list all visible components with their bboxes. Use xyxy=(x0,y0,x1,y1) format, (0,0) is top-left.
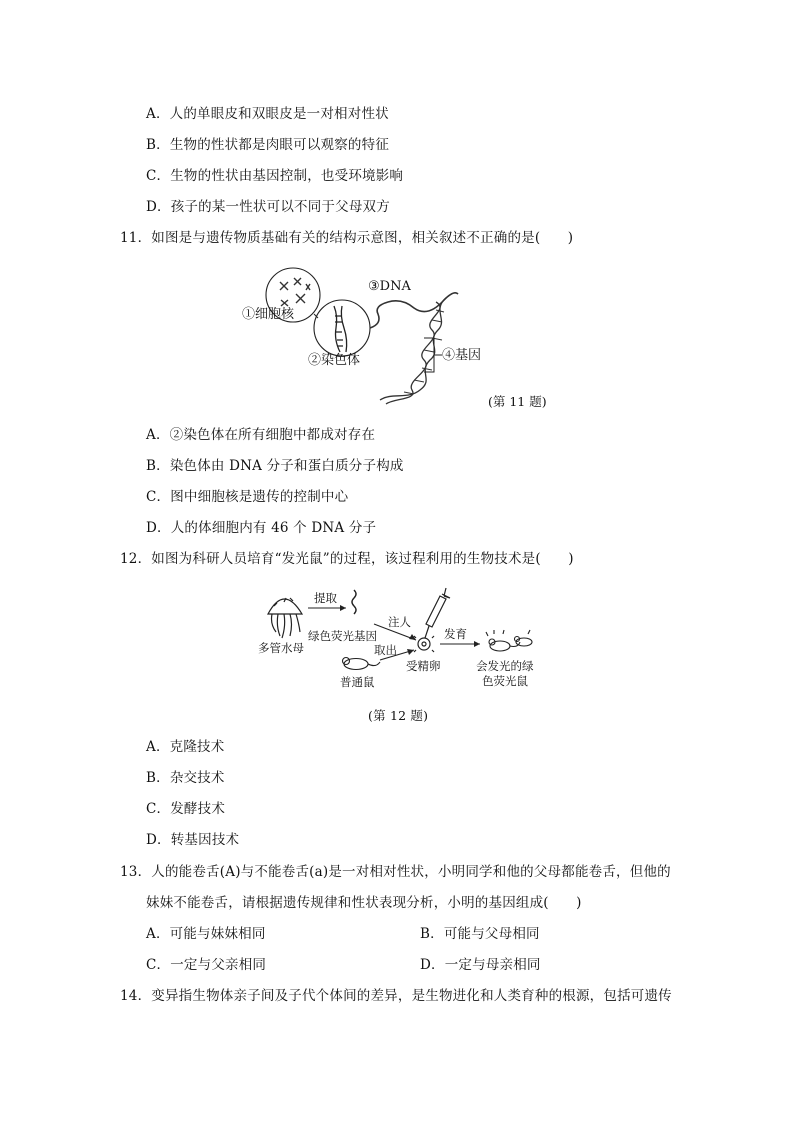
q12-option-d: D．转基因技术 xyxy=(146,832,240,848)
label-chromosome: ②染色体 xyxy=(308,353,361,368)
q12-option-b: B．杂交技术 xyxy=(146,770,225,786)
mouse-icon xyxy=(343,658,381,670)
q10-option-a: A．人的单眼皮和双眼皮是一对相对性状 xyxy=(146,106,389,122)
label-extract: 提取 xyxy=(314,591,337,605)
q10-option-c: C．生物的性状由基因控制，也受环境影响 xyxy=(146,168,404,184)
q14-stem-line1: 14．变异指生物体亲子间及子代个体间的差异，是生物进化和人类育种的根源，包括可遗传 xyxy=(120,988,672,1004)
q12-option-c: C．发酵技术 xyxy=(146,801,226,817)
q13-option-d: D．一定与母亲相同 xyxy=(420,957,541,973)
label-gene: ④基因 xyxy=(442,348,482,363)
q11-stem: 11．如图是与遗传物质基础有关的结构示意图，相关叙述不正确的是( ) xyxy=(120,230,574,246)
q11-option-c: C．图中细胞核是遗传的控制中心 xyxy=(146,489,349,505)
q12-stem: 12．如图为科研人员培育“发光鼠”的过程，该过程利用的生物技术是( ) xyxy=(120,551,574,567)
q12-option-a: A．克隆技术 xyxy=(146,739,225,755)
dna-double-helix-icon xyxy=(380,298,446,404)
q13-option-c: C．一定与父亲相同 xyxy=(146,957,267,973)
q11-option-b: B．染色体由 DNA 分子和蛋白质分子构成 xyxy=(146,458,404,474)
label-inject: 注人 xyxy=(388,615,411,629)
label-nucleus: ①细胞核 xyxy=(242,307,295,322)
label-egg: 受精卵 xyxy=(406,659,441,673)
label-gene: 绿色荧光基因 xyxy=(308,629,377,643)
q13-stem-line2: 妹妹不能卷舌，请根据遗传规律和性状表现分析，小明的基因组成( ) xyxy=(146,895,582,911)
egg-cell-icon xyxy=(414,636,434,652)
chromosome-icon xyxy=(334,306,347,352)
dna-strand-line xyxy=(370,293,458,328)
label-glowing-mouse-2: 色荧光鼠 xyxy=(482,674,528,688)
label-develop: 发育 xyxy=(444,627,467,641)
figure-caption-12: (第 12 题) xyxy=(368,708,429,723)
gene-squiggle-icon xyxy=(352,590,356,614)
q13-option-b: B．可能与父母相同 xyxy=(420,926,540,942)
label-mouse: 普通鼠 xyxy=(340,675,375,689)
label-glowing-mouse-1: 会发光的绿 xyxy=(476,659,534,673)
chromosome-cluster-icon xyxy=(280,278,310,306)
label-takeout: 取出 xyxy=(374,643,397,657)
label-dna: ③DNA xyxy=(368,279,411,294)
figure-caption-11: (第 11 题) xyxy=(488,394,547,409)
q11-option-a: A．②染色体在所有细胞中都成对存在 xyxy=(146,427,376,443)
q10-option-b: B．生物的性状都是肉眼可以观察的特征 xyxy=(146,137,390,153)
glowing-mouse-icon xyxy=(486,630,532,651)
q12-figure xyxy=(254,584,554,724)
q10-option-d: D．孩子的某一性状可以不同于父母双方 xyxy=(146,199,390,215)
jellyfish-icon xyxy=(268,598,302,638)
q11-option-d: D．人的体细胞内有 46 个 DNA 分子 xyxy=(146,520,377,536)
q13-option-a: A．可能与妹妹相同 xyxy=(146,926,266,942)
label-jellyfish: 多管水母 xyxy=(258,641,304,655)
q13-stem-line1: 13．人的能卷舌(A)与不能卷舌(a)是一对相对性状，小明同学和他的父母都能卷舌，但他的 xyxy=(120,864,671,880)
q11-figure xyxy=(236,258,556,418)
